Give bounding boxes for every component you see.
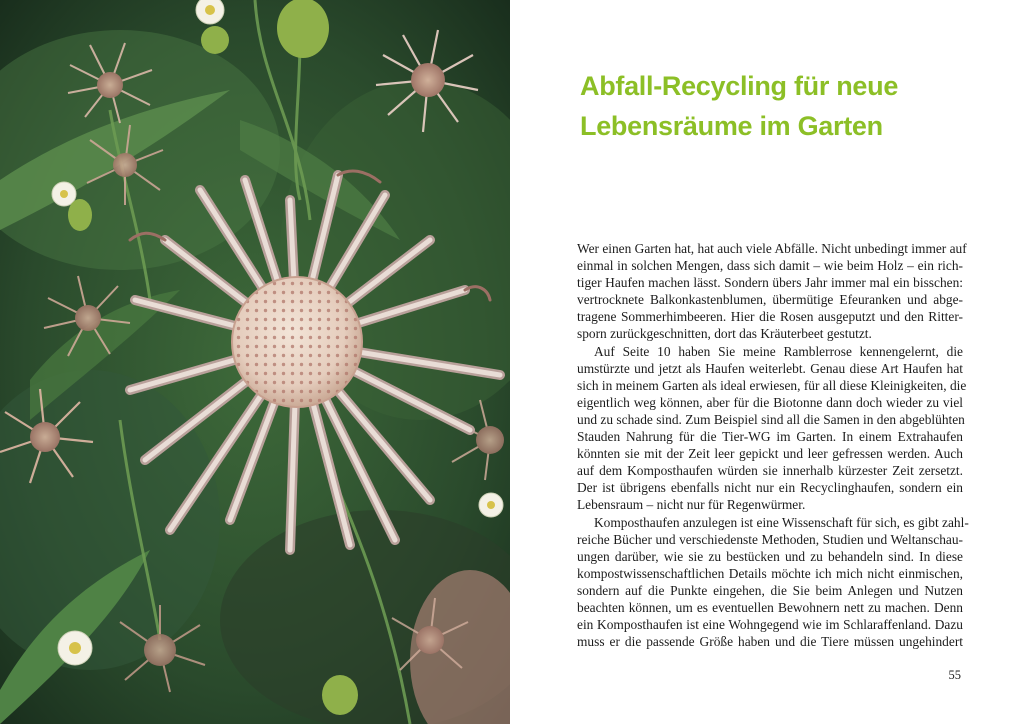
heading-line-1: Abfall-Recycling für neue xyxy=(580,71,899,101)
text-line: sporn zurückgeschnitten, dort das Kräuterbeet gestutzt. xyxy=(577,326,872,342)
heading-line-2: Lebensräume im Garten xyxy=(580,111,883,141)
text-line: sondern auf die Punkte eingehen, die Sie beim Anlegen und Nutzen xyxy=(577,582,963,598)
text-line: vertrocknete Balkonkastenblumen, übermütige Efeuranken und abge- xyxy=(577,292,963,308)
text-line: auf dem Komposthaufen würden sie innerhalb kürzester Zeit zersetzt. xyxy=(577,463,963,479)
text-line: sich in meinem Garten als ideal erwiesen, für all diese Kleinigkeiten, die xyxy=(577,377,967,393)
chapter-heading xyxy=(580,66,980,146)
text-line: muss er die passende Größe haben und die Tiere müssen ungehindert xyxy=(577,634,963,650)
text-line: beachten können, um es eventuellen Bewohnern nett zu machen. Denn xyxy=(577,599,963,615)
text-page xyxy=(510,0,1020,724)
text-line: umstürzte und jetzt als Haufen weiterlebt. Genau diese Art Haufen hat xyxy=(577,360,963,376)
text-line: reiche Bücher und verschiedenste Methoden, Studien und Weltanschau- xyxy=(577,531,963,547)
text-line: Komposthaufen anzulegen ist eine Wissenschaft für sich, es gibt zahl- xyxy=(594,514,969,530)
text-line: Lebensraum – nicht nur für Regenwürmer. xyxy=(577,497,806,513)
page-number: 55 xyxy=(948,668,961,682)
text-line: eigentlich weg können, aber für die Biotonne dann doch wieder zu viel xyxy=(577,394,963,410)
text-line: Wer einen Garten hat, hat auch viele Abfälle. Nicht unbedingt immer auf xyxy=(577,241,967,256)
text-line: einmal in solchen Mengen, dass sich damit – wie beim Holz – ein rich- xyxy=(577,258,963,274)
text-line: ungen darüber, wie sie zu bestücken und zu behandeln sind. In diese xyxy=(577,548,963,564)
text-line: tragene Sommerhimbeeren. Hier die Rosen ausgeputzt und den Ritter- xyxy=(577,309,963,325)
text-line: kompostwissenschaftlichen Details möchte ich mich nicht einmischen, xyxy=(577,565,963,581)
body-text xyxy=(577,240,969,650)
text-line: Auf Seite 10 haben Sie meine Ramblerrose kennengelernt, die xyxy=(594,343,963,359)
text-line: tiger Haufen machen lässt. Sondern übers Jahr immer mal ein bisschen: xyxy=(577,275,963,291)
text-line: Der ist übrigens ebenfalls nicht nur ein Recyclinghaufen, sondern ein xyxy=(577,480,963,496)
text-line: könnten sie mit der Zeit leer gepickt und leer gefressen werden. Auch xyxy=(577,446,963,462)
text-line: und zu schade sind. Zum Beispiel sind all die Samen in den abgeblühten xyxy=(577,411,965,427)
text-line: Stauden Nahrung für die Tier-WG im Garten. In einem Extrahaufen xyxy=(577,429,963,445)
text-line: ein Komposthaufen ist eine Wohngegend wie im Schlaraffenland. Dazu xyxy=(577,617,963,633)
